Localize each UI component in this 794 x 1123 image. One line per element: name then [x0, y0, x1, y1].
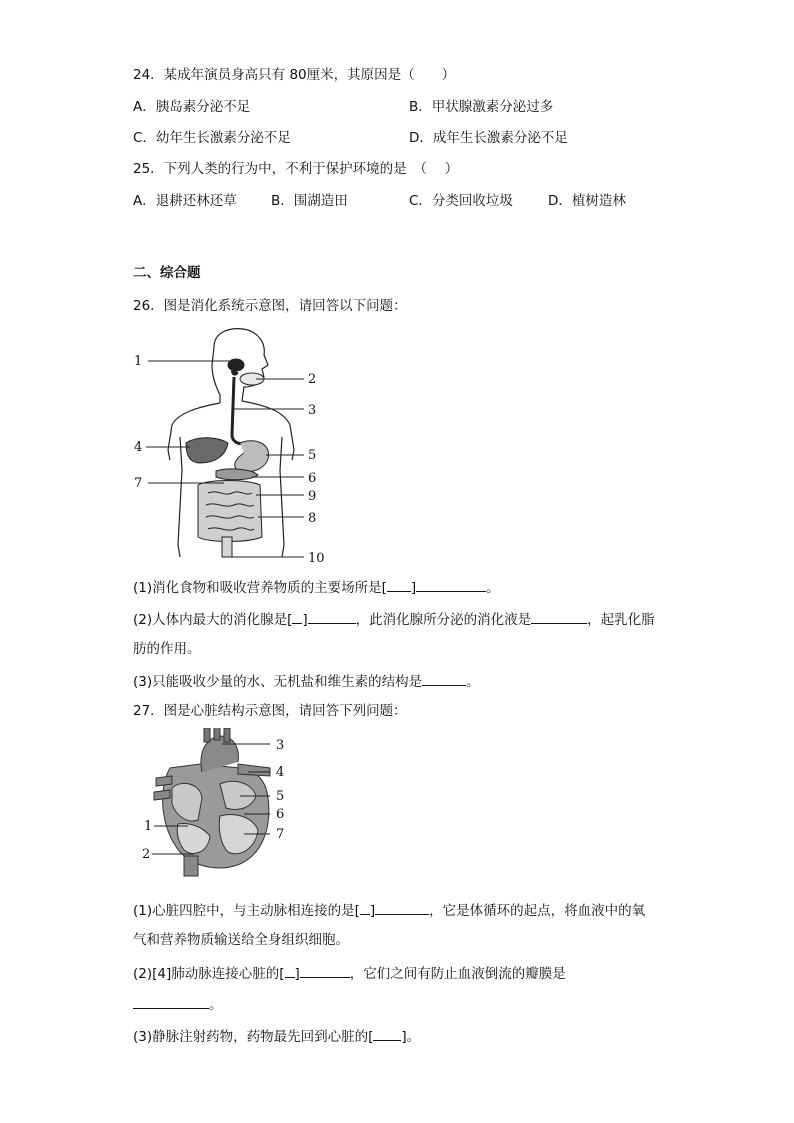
answer-blank[interactable]	[416, 577, 486, 592]
heart-label: 5	[276, 789, 285, 804]
answer-blank[interactable]	[373, 1026, 401, 1041]
digestive-label: 5	[308, 448, 317, 463]
heart-label: 1	[144, 819, 153, 834]
q27-sub2-cont: 。	[133, 994, 223, 1014]
digestive-label: 6	[308, 471, 317, 486]
digestive-label: 3	[308, 403, 317, 418]
q25-option-d: D．植树造林	[548, 193, 626, 209]
digestive-label: 8	[308, 511, 317, 526]
q25-option-b: B．围湖造田	[271, 193, 348, 209]
q26-stem: 26．图是消化系统示意图，请回答以下问题：	[133, 298, 407, 314]
q25-stem: 25．下列人类的行为中，不利于保护环境的是 （ ）	[133, 161, 459, 177]
heart-label: 4	[276, 765, 285, 780]
answer-blank[interactable]	[360, 900, 370, 915]
answer-blank[interactable]	[387, 577, 411, 592]
heart-label: 6	[276, 807, 285, 822]
q24-option-a: A．胰岛素分泌不足	[133, 99, 251, 115]
answer-blank[interactable]	[285, 963, 295, 978]
section-title: 二、综合题	[133, 265, 201, 281]
answer-blank[interactable]	[531, 609, 587, 624]
q27-sub2: (2)[4]肺动脉连接心脏的[ ] ，它们之间有防止血液倒流的瓣膜是	[133, 963, 566, 983]
q24-option-c: C．幼年生长激素分泌不足	[133, 130, 291, 146]
heart-label: 7	[276, 827, 285, 842]
q26-sub3: (3)只能吸收少量的水、无机盐和维生素的结构是 。	[133, 671, 480, 691]
answer-blank[interactable]	[300, 963, 350, 978]
q27-sub1: (1)心脏四腔中，与主动脉相连接的是[ ] ，它是体循环的起点，将血液中的氧	[133, 900, 645, 920]
answer-blank[interactable]	[133, 994, 209, 1009]
q27-sub3: (3)静脉注射药物，药物最先回到心脏的[ ]。	[133, 1026, 420, 1046]
q27-sub1-cont: 气和营养物质输送给全身组织细胞。	[133, 932, 349, 948]
q24-stem: 24．某成年演员身高只有 80厘米，其原因是（ ）	[133, 67, 456, 83]
q26-sub1: (1)消化食物和吸收营养物质的主要场所是[ ] 。	[133, 577, 500, 597]
q25-option-c: C．分类回收垃圾	[409, 193, 513, 209]
digestive-label: 9	[308, 489, 317, 504]
digestive-label: 7	[134, 476, 143, 491]
q24-option-d: D．成年生长激素分泌不足	[409, 130, 568, 146]
digestive-system-diagram	[128, 325, 338, 570]
heart-label: 2	[142, 847, 151, 862]
heart-diagram	[140, 728, 300, 878]
answer-blank[interactable]	[292, 609, 302, 624]
answer-blank[interactable]	[422, 671, 466, 686]
q27-stem: 27．图是心脏结构示意图，请回答下列问题：	[133, 703, 407, 719]
answer-blank[interactable]	[308, 609, 356, 624]
q26-sub2: (2)人体内最大的消化腺是[ ] ，此消化腺所分泌的消化液是 ，起乳化脂	[133, 609, 655, 629]
q24-option-b: B．甲状腺激素分泌过多	[409, 99, 554, 115]
q26-sub2-cont: 肪的作用。	[133, 641, 201, 657]
digestive-label: 10	[308, 551, 325, 566]
digestive-label: 2	[308, 372, 317, 387]
q25-option-a: A．退耕还林还草	[133, 193, 237, 209]
answer-blank[interactable]	[375, 900, 429, 915]
heart-label: 3	[276, 738, 285, 753]
digestive-label: 4	[134, 440, 143, 455]
digestive-label: 1	[134, 354, 143, 369]
